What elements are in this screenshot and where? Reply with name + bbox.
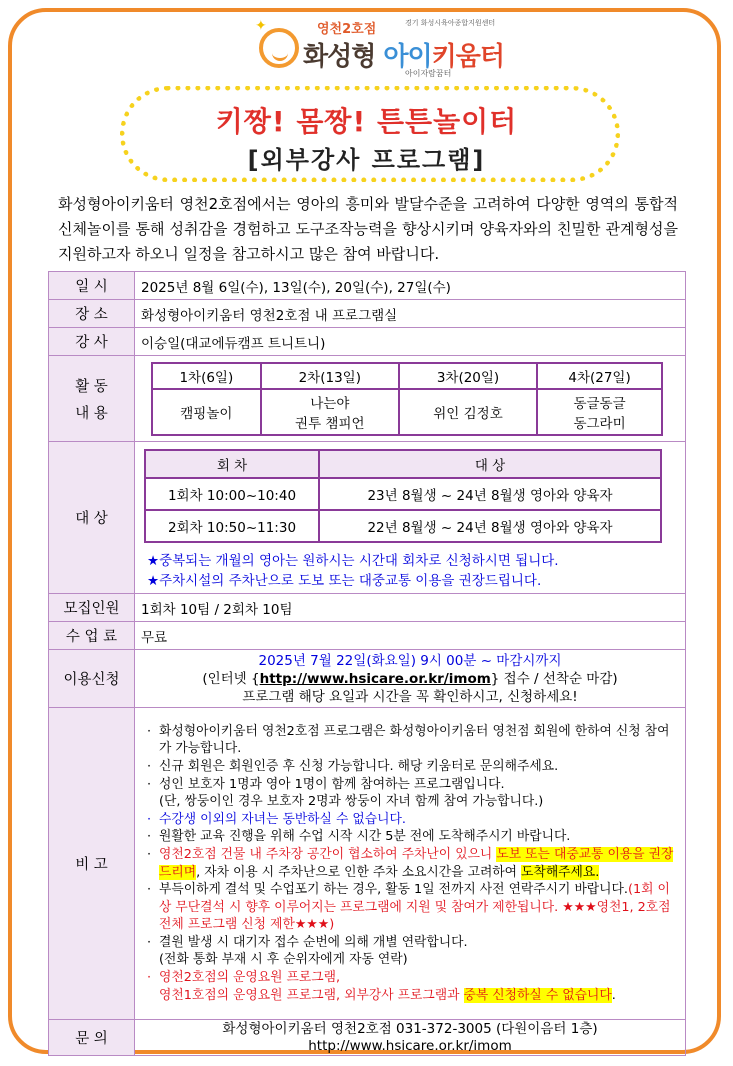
remark-item: · 원활한 교육 진행을 위해 수업 시작 시간 5분 전에 도착해주시기 바랍니다. — [145, 828, 675, 846]
activity-cell: 캠핑놀이 — [152, 389, 261, 435]
activity-header: 2차(13일) — [261, 363, 399, 389]
smile-face-icon — [259, 28, 299, 68]
recruit-label: 모집인원 — [49, 594, 135, 622]
remark-item: · 수강생 이외의 자녀는 동반하실 수 없습니다. — [145, 811, 675, 829]
target-label: 대 상 — [49, 442, 135, 594]
contact-url[interactable]: http://www.hsicare.or.kr/imom — [308, 1037, 512, 1054]
remark-item: · 부득이하게 결석 및 수업포기 하는 경우, 활동 1일 전까지 사전 연락주시기 바랍니다.(1회 이상 무단결석 시 향후 이루어지는 프로그램에 지원 및 참여가 제한됩니다. ★★★영천1, 2호점 전체 프로그램 신청 제한★★★) — [145, 881, 675, 934]
remarks-list — [139, 723, 675, 1005]
star-icon: ✦ — [255, 18, 267, 34]
place-value: 화성형아이키움터 영천2호점 내 프로그램실 — [135, 300, 686, 328]
date-label: 일 시 — [49, 272, 135, 300]
fee-label: 수 업 료 — [49, 622, 135, 650]
page-title: 키짱! 몸짱! 튼튼놀이터 — [215, 105, 518, 138]
target-session: 1회차 10:00~10:40 — [145, 478, 319, 510]
remark-item: (단, 쌍둥이인 경우 보호자 2명과 쌍둥이 자녀 함께 참여 가능합니다.) — [159, 794, 544, 810]
target-table — [144, 449, 662, 543]
target-header: 대 상 — [319, 450, 661, 478]
logo — [255, 14, 504, 80]
remark-item: (전화 통화 부재 시 후 순위자에게 자동 연락) — [159, 952, 408, 968]
remark-item: · 영천2호점의 운영요원 프로그램, — [145, 969, 675, 987]
place-label: 장 소 — [49, 300, 135, 328]
apply-label: 이용신청 — [49, 650, 135, 708]
activity-table — [151, 362, 663, 436]
instructor-value: 이승일(대교에듀캠프 트니트니) — [135, 328, 686, 356]
remark-item: · 신규 회원은 회원인증 후 신청 가능합니다. 해당 키움터로 문의해주세요. — [145, 758, 675, 776]
remark-item: · 화성형아이키움터 영천2호점 프로그램은 화성형아이키움터 영천점 회원에 한하여 신청 참여가 가능합니다. — [145, 723, 675, 758]
apply-method: (인터넷 {http://www.hsicare.or.kr/imom} 접수 / 선착순 마감) — [202, 670, 618, 687]
info-table — [48, 271, 686, 1056]
remarks-label: 비 고 — [49, 708, 135, 1020]
logo-branch: 영천2호점 — [317, 22, 377, 37]
activity-cell: 나는야 권투 챔피언 — [261, 389, 399, 435]
activity-label: 활 동 내 용 — [49, 356, 135, 442]
activity-cell: 위인 김정호 — [399, 389, 537, 435]
target-note: ★중복되는 개월의 영아는 원하시는 시간대 회차로 신청하시면 됩니다. — [147, 553, 559, 569]
activity-cell: 동글동글 동그라미 — [537, 389, 662, 435]
logo-sub: 아이자람꿈터 — [405, 69, 452, 78]
remark-item: 영천1호점의 운영요원 프로그램, 외부강사 프로그램과 중복 신청하실 수 없습니다. — [159, 987, 616, 1003]
target-desc: 22년 8월생 ~ 24년 8월생 영아와 양육자 — [319, 510, 661, 542]
apply-period: 2025년 7월 22일(화요일) 9시 00분 ~ 마감시까지 — [258, 652, 562, 669]
fee-value: 무료 — [135, 622, 686, 650]
intro-text: 화성형아이키움터 영천2호점에서는 영아의 흥미와 발달수준을 고려하여 다양한 영역의 통합적 신체놀이를 통해 성취감을 경험하고 도구조작능력을 향상시키며 양육자와의 친밀한 관계형성을 지원하고자 하오니 일정을 참고하시고 많은 참여 바랍니다. — [58, 195, 678, 263]
activity-header: 3차(20일) — [399, 363, 537, 389]
target-header: 회 차 — [145, 450, 319, 478]
recruit-value: 1회차 10팀 / 2회차 10팀 — [135, 594, 686, 622]
remark-item: · 성인 보호자 1명과 영아 1명이 함께 참여하는 프로그램입니다. — [145, 776, 675, 794]
target-note: ★주차시설의 주차난으로 도보 또는 대중교통 이용을 권장드립니다. — [147, 573, 542, 589]
target-session: 2회차 10:50~11:30 — [145, 510, 319, 542]
remark-item: · 영천2호점 건물 내 주차장 공간이 협소하여 주차난이 있으니 도보 또는 대중교통 이용을 권장드리며, 자차 이용 시 주차난으로 인한 주차 소요시간을 고려하여 도착해주세요. — [145, 846, 675, 881]
target-desc: 23년 8월생 ~ 24년 8월생 영아와 양육자 — [319, 478, 661, 510]
date-value: 2025년 8월 6일(수), 13일(수), 20일(수), 27일(수) — [135, 272, 686, 300]
page-subtitle: [외부강사 프로그램] — [247, 146, 486, 174]
instructor-label: 강 사 — [49, 328, 135, 356]
apply-notice: 프로그램 해당 요일과 시간을 꼭 확인하시고, 신청하세요! — [242, 688, 578, 705]
activity-header: 1차(6일) — [152, 363, 261, 389]
contact-label: 문 의 — [49, 1020, 135, 1056]
logo-org: 경기 화성시육아종합지원센터 — [405, 19, 496, 27]
apply-link[interactable]: http://www.hsicare.or.kr/imom — [259, 670, 491, 687]
contact-info: 화성형아이키움터 영천2호점 031-372-3005 (다원이음터 1층) — [222, 1020, 598, 1037]
logo-name: 화성형 아이키움터 — [303, 42, 504, 72]
activity-header: 4차(27일) — [537, 363, 662, 389]
remark-item: · 결원 발생 시 대기자 접수 순번에 의해 개별 연락합니다. — [145, 934, 675, 952]
